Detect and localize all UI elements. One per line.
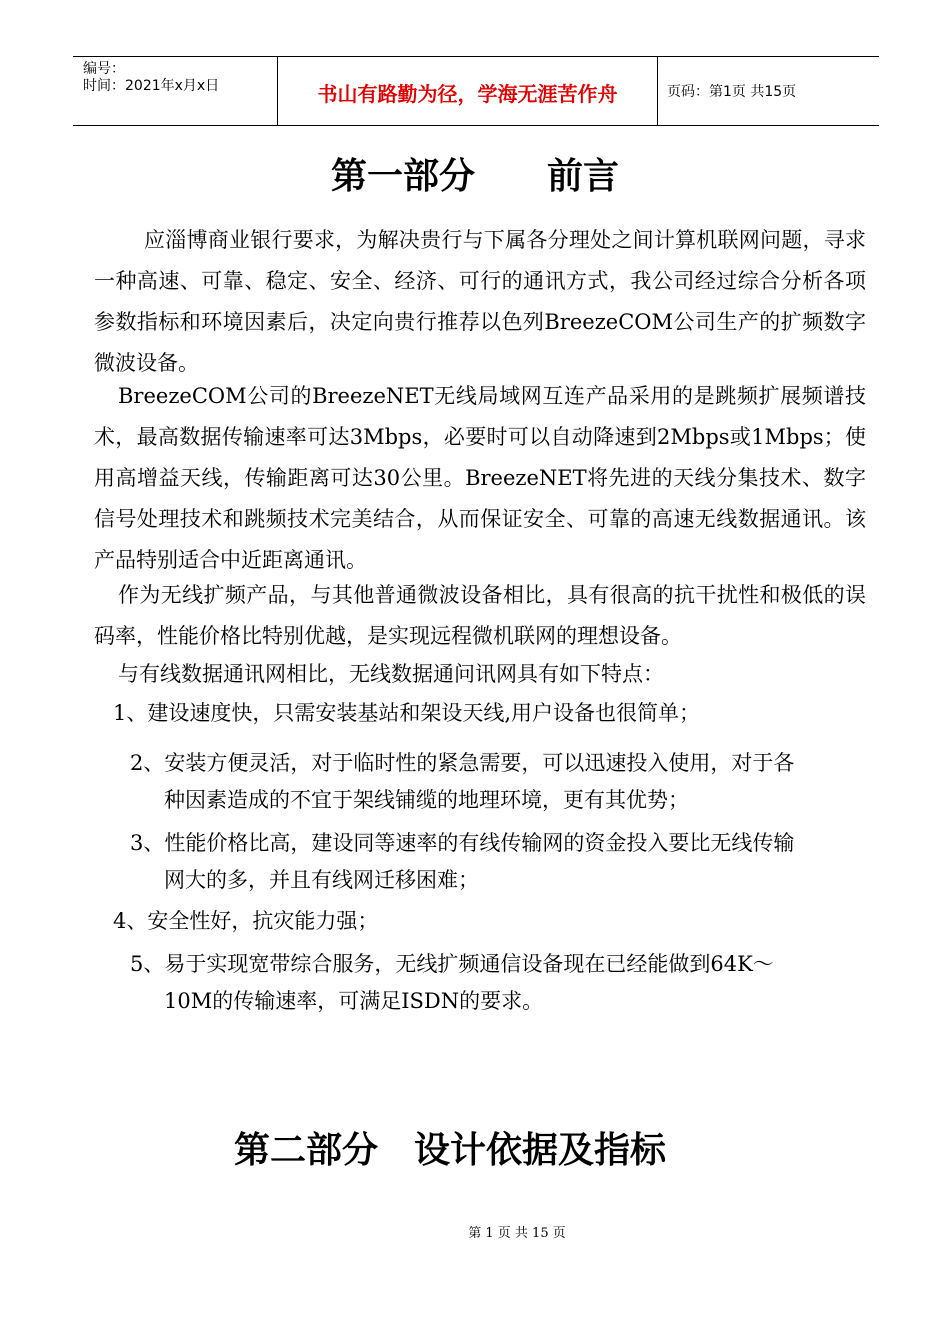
header-page-info: 页码：第1页 共15页 [667,84,797,100]
list-item-number: 2、 [130,751,165,775]
list-item-1 [113,695,700,732]
list-item-text: 易于实现宽带综合服务，无线扩频通信设备现在已经能做到64K～ [164,952,774,976]
list-item-text: 性能价格比高，建设同等速率的有线传输网的资金投入要比无线传输 [164,831,795,855]
list-item-text-continued: 10M的传输速率，可满足ISDN的要求。 [164,989,544,1013]
list-item-3 [130,825,794,899]
list-item-text-continued: 种因素造成的不宜于架线铺缆的地理环境，更有其优势； [164,788,689,812]
list-item-number: 5、 [130,952,165,976]
list-item-text-continued: 网大的多，并且有线网迁移困难； [164,868,479,892]
list-item-5 [130,946,774,1020]
list-item-text: 安装方便灵活，对于临时性的紧急需要，可以迅速投入使用，对于各 [164,751,795,775]
paragraph-4: 与有线数据通讯网相比，无线数据通问讯网具有如下特点： [118,662,664,686]
list-item-number: 1、 [113,701,148,725]
list-item-number: 4、 [113,909,148,933]
list-item-number: 3、 [130,831,165,855]
page-footer: 第 1 页 共 15 页 [468,1226,566,1241]
header-meta-cell [73,57,278,125]
section-2-title: 第二部分 设计依据及指标 [233,1130,666,1171]
list-item-text: 建设速度快，只需安装基站和架设天线,用户设备也很简单； [147,701,701,725]
paragraph-2: BreezeCOM公司的BreezeNET无线局域网互连产品采用的是跳频扩展频谱技术，最高数据传输速率可达3Mbps，必要时可以自动降速到2Mbps或1Mbps；使用高增益天线，传输距离可达30公里。BreezeNET将先进的天线分集技术、数字信号处理技术和跳频技术完美结合，从而保证安全、可靠的高速无线数据通讯。该产品特别适合中近距离通讯。 [94,384,866,572]
header-motto: 书山有路勤为径，学海无涯苦作舟 [278,57,658,125]
paragraph-1: 应淄博商业银行要求，为解决贵行与下属各分理处之间计算机联网问题，寻求一种高速、可靠、稳定、安全、经济、可行的通讯方式，我公司经过综合分析各项参数指标和环境因素后，决定向贵行推荐以色列BreezeCOM公司生产的扩频数字微波设备。 [94,228,866,375]
document-number-label: 编号： [83,61,125,77]
document-time-label: 时间：2021年x月x日 [83,78,220,94]
list-item-2 [130,745,794,819]
list-item-text: 安全性好，抗灾能力强； [147,909,379,933]
list-item-4 [113,903,378,940]
paragraph-3: 作为无线扩频产品，与其他普通微波设备相比，具有很高的抗干扰性和极低的误码率，性能价格比特别优越，是实现远程微机联网的理想设备。 [94,583,866,648]
section-1-title: 第一部分 前言 [330,156,619,197]
page-header [73,56,879,126]
